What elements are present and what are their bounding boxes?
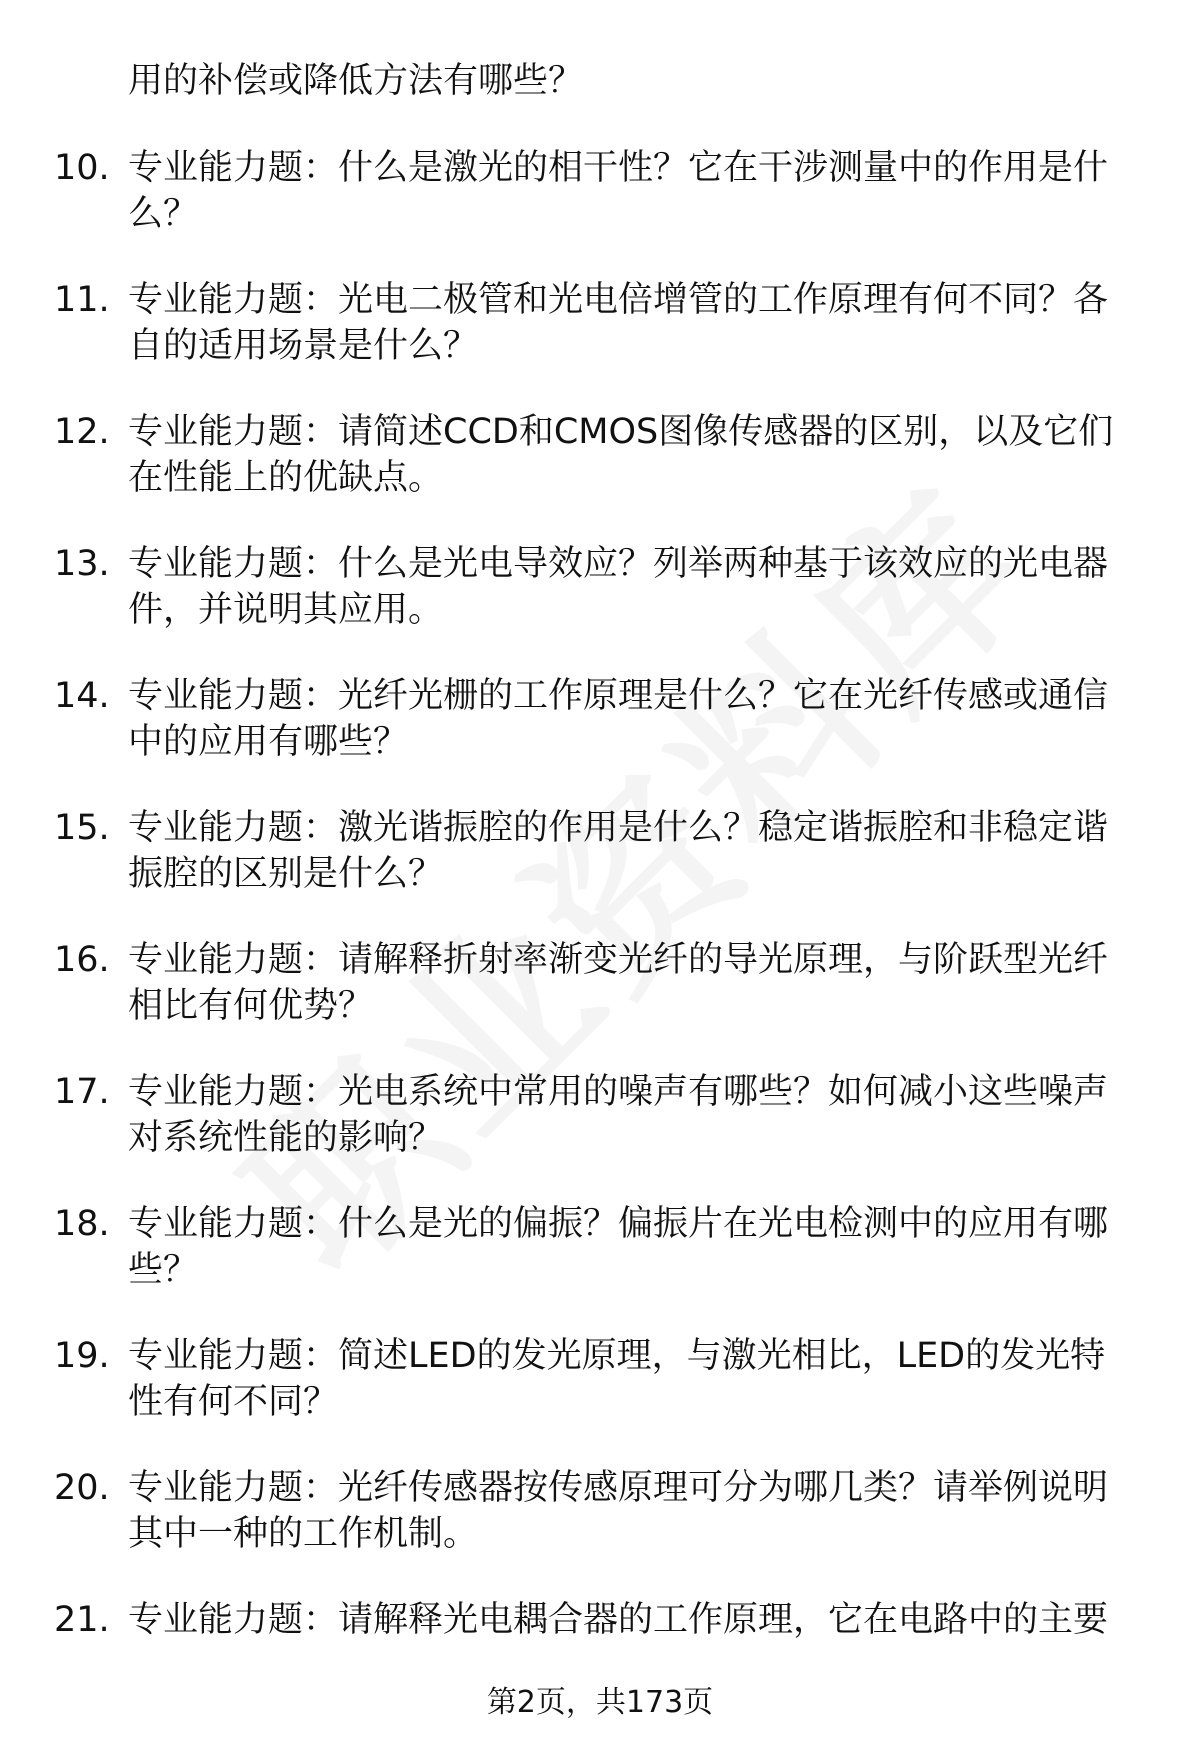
question-number: 16. xyxy=(54,940,110,980)
question-item-10 xyxy=(0,145,1200,277)
question-line: 件，并说明其应用。 xyxy=(128,590,444,630)
question-number: 10. xyxy=(54,148,110,188)
question-item-13 xyxy=(0,541,1200,673)
page-number-footer: 第2页，共173页 xyxy=(486,1685,714,1720)
continuation-text: 用的补偿或降低方法有哪些？ xyxy=(128,61,584,101)
question-number: 20. xyxy=(54,1468,110,1508)
question-text xyxy=(128,673,1148,765)
question-line: 专业能力题：光电系统中常用的噪声有哪些？如何减小这些噪声 xyxy=(128,1072,1109,1112)
question-number: 21. xyxy=(54,1600,110,1640)
question-item-19 xyxy=(0,1333,1200,1465)
question-line: 专业能力题：简述LED的发光原理，与激光相比，LED的发光特 xyxy=(128,1336,1106,1376)
question-item-11 xyxy=(0,277,1200,409)
question-number: 18. xyxy=(54,1204,110,1244)
question-text xyxy=(128,145,1148,237)
question-text xyxy=(128,409,1148,501)
question-item-18 xyxy=(0,1201,1200,1333)
question-line: 在性能上的优缺点。 xyxy=(128,458,444,498)
question-line: 专业能力题：光纤传感器按传感原理可分为哪几类？请举例说明 xyxy=(128,1468,1109,1508)
question-number: 14. xyxy=(54,676,110,716)
question-line: 振腔的区别是什么？ xyxy=(128,854,444,894)
question-item-17 xyxy=(0,1069,1200,1201)
question-text xyxy=(128,277,1148,369)
question-line: 其中一种的工作机制。 xyxy=(128,1514,479,1554)
question-text xyxy=(128,1465,1148,1557)
question-item-15 xyxy=(0,805,1200,937)
question-number: 13. xyxy=(54,544,110,584)
question-line: 中的应用有哪些？ xyxy=(128,722,409,762)
question-line: 相比有何优势？ xyxy=(128,986,374,1026)
question-item-12 xyxy=(0,409,1200,541)
question-line: 专业能力题：请简述CCD和CMOS图像传感器的区别，以及它们 xyxy=(128,412,1114,452)
question-number: 19. xyxy=(54,1336,110,1376)
question-text xyxy=(128,1333,1148,1425)
question-line: 专业能力题：激光谐振腔的作用是什么？稳定谐振腔和非稳定谐 xyxy=(128,808,1109,848)
question-line: 对系统性能的影响？ xyxy=(128,1118,444,1158)
question-line: 专业能力题：什么是光的偏振？偏振片在光电检测中的应用有哪 xyxy=(128,1204,1109,1244)
question-item-20 xyxy=(0,1465,1200,1597)
question-text xyxy=(128,1069,1148,1161)
question-text xyxy=(128,1201,1148,1293)
question-line: 么？ xyxy=(128,194,199,234)
question-line: 专业能力题：光电二极管和光电倍增管的工作原理有何不同？各 xyxy=(128,280,1109,320)
question-line: 些？ xyxy=(128,1250,199,1290)
question-line: 专业能力题：请解释光电耦合器的工作原理，它在电路中的主要 xyxy=(128,1600,1109,1640)
question-number: 15. xyxy=(54,808,110,848)
question-item-14 xyxy=(0,673,1200,805)
question-line: 专业能力题：请解释折射率渐变光纤的导光原理，与阶跃型光纤 xyxy=(128,940,1109,980)
question-line: 自的适用场景是什么？ xyxy=(128,326,479,366)
question-line: 专业能力题：光纤光栅的工作原理是什么？它在光纤传感或通信 xyxy=(128,676,1109,716)
question-number: 12. xyxy=(54,412,110,452)
question-text xyxy=(128,1597,1148,1643)
question-number: 11. xyxy=(54,280,110,320)
question-line: 性有何不同？ xyxy=(128,1382,339,1422)
question-text xyxy=(128,541,1148,633)
question-text xyxy=(128,937,1148,1029)
question-line: 专业能力题：什么是光电导效应？列举两种基于该效应的光电器 xyxy=(128,544,1109,584)
question-number: 17. xyxy=(54,1072,110,1112)
question-text xyxy=(128,805,1148,897)
question-line: 专业能力题：什么是激光的相干性？它在干涉测量中的作用是什 xyxy=(128,148,1109,188)
question-list xyxy=(0,145,1200,1729)
question-item-16 xyxy=(0,937,1200,1069)
